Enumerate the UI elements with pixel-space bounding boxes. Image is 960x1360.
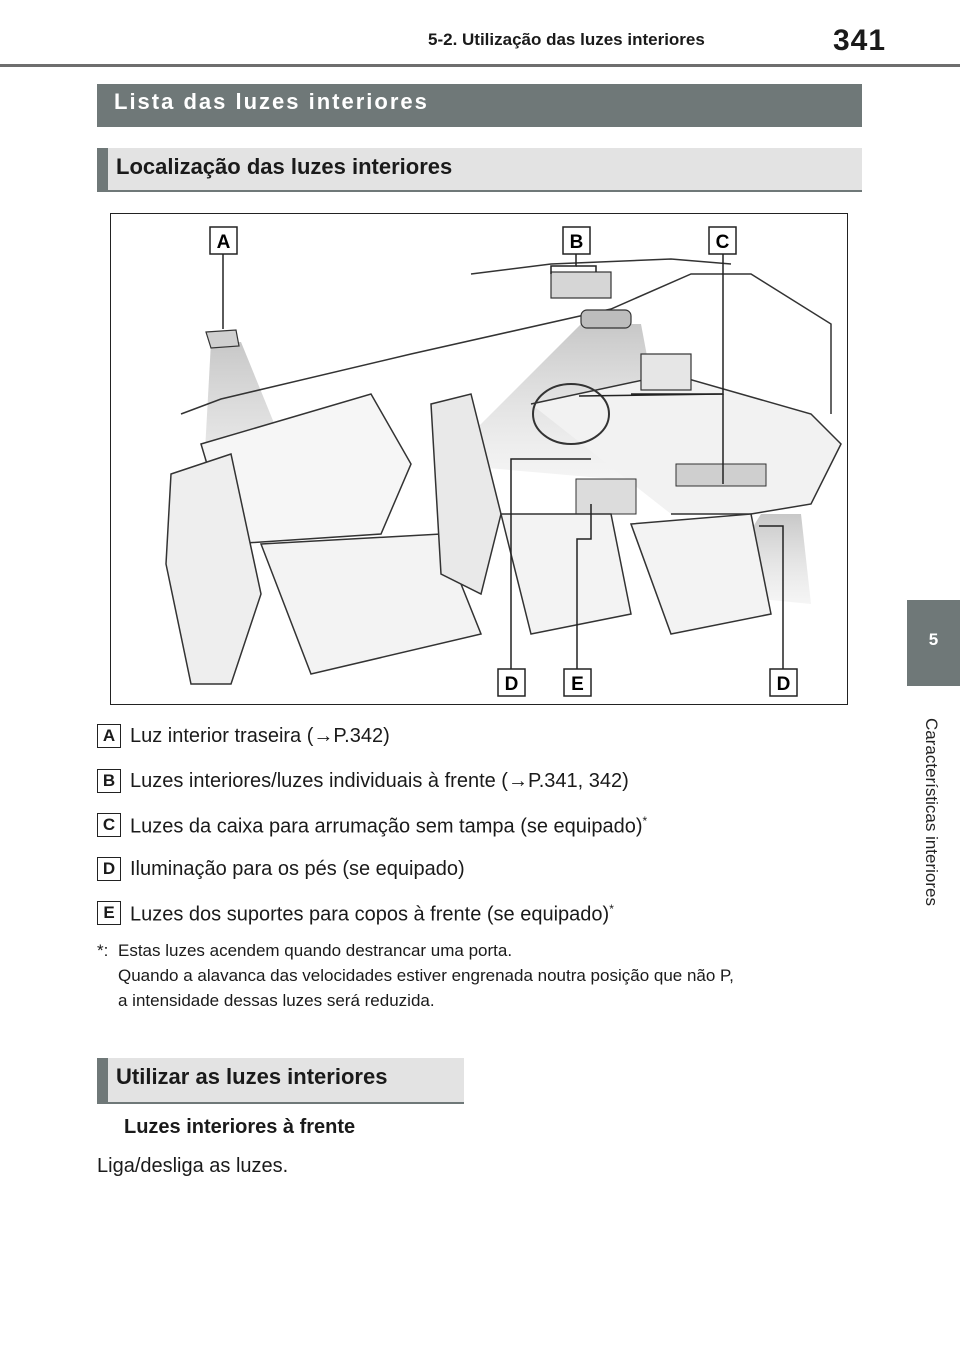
front-overhead-light <box>551 272 611 298</box>
callout-c: C <box>715 232 730 253</box>
legend-key-b: B <box>97 769 121 793</box>
front-lights-title: Luzes interiores à frente <box>124 1116 356 1138</box>
center-screen <box>641 354 691 390</box>
front-lights-body: Liga/desliga as luzes. <box>97 1155 289 1177</box>
legend-key-c: C <box>97 813 121 837</box>
legend-text-a: Luz interior traseira (→P.342) <box>130 725 390 747</box>
car-interior-drawing <box>111 214 849 706</box>
legend-text-c: Luzes da caixa para arrumação sem tampa (se equipado) <box>130 815 643 838</box>
legend-text-d: Iluminação para os pés (se equipado) <box>130 858 465 880</box>
header-divider <box>0 64 960 67</box>
footnote-line-3: a intensidade dessas luzes será reduzida. <box>118 991 435 1010</box>
section-title: 5-2. Utilização das luzes interiores <box>428 30 705 49</box>
car-interior-illustration <box>110 213 848 705</box>
rearview-mirror <box>581 310 631 328</box>
callout-a: A <box>216 232 231 253</box>
callout-e: E <box>571 674 584 695</box>
subheading-location <box>97 148 862 192</box>
legend-key-e: E <box>97 901 121 925</box>
subheading-use <box>97 1058 464 1104</box>
legend-text-e: Luzes dos suportes para copos à frente (se equipado) <box>130 903 610 926</box>
legend-text-b: Luzes interiores/luzes individuais à frente (→P.341, 342) <box>130 770 629 792</box>
storage-box <box>676 464 766 486</box>
callout-d-left: D <box>504 674 519 695</box>
rear-dome-light <box>206 330 239 348</box>
callout-b: B <box>569 232 584 253</box>
chapter-number: 5 <box>928 630 939 649</box>
section-banner-title: Lista das luzes interiores <box>114 89 429 114</box>
callout-d-right: D <box>776 674 791 695</box>
footnote-line-1: Estas luzes acendem quando destrancar uma porta. <box>118 941 513 960</box>
footnote-line-2: Quando a alavanca das velocidades estiver engrenada noutra posição que não P, <box>118 966 734 985</box>
center-console <box>576 479 636 514</box>
legend-note-c: * <box>642 814 648 828</box>
legend-key-d: D <box>97 857 121 881</box>
footnote-mark: *: <box>97 941 109 960</box>
chapter-label: Características interiores <box>922 717 941 907</box>
page-number: 341 <box>833 24 887 57</box>
legend-key-a: A <box>97 724 121 748</box>
subheading-location-text: Localização das luzes interiores <box>116 154 453 179</box>
legend-note-e: * <box>609 902 614 916</box>
subheading-use-text: Utilizar as luzes interiores <box>116 1064 388 1089</box>
